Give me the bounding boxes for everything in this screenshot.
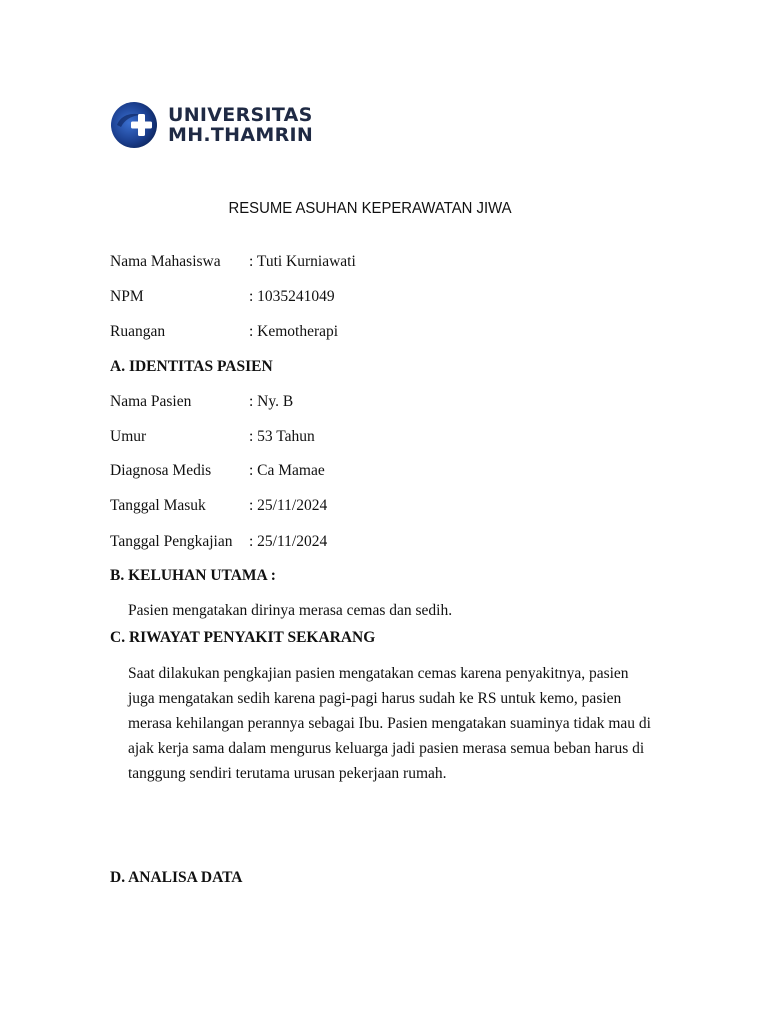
paragraph-line: tanggung sendiri terutama urusan pekerjaan rumah. (128, 765, 447, 782)
field-label: Ruangan (110, 323, 166, 340)
field-label: Umur (110, 428, 147, 445)
field-value: : 53 Tahun (249, 428, 315, 445)
university-emblem-icon (109, 101, 161, 149)
field-label: Nama Mahasiswa (110, 253, 221, 270)
logo-line-2: MH.THAMRIN (168, 124, 314, 146)
paragraph-line: juga mengatakan sedih karena pagi-pagi harus sudah ke RS untuk kemo, pasien (128, 690, 622, 707)
section-b-heading: B. KELUHAN UTAMA : (110, 567, 276, 584)
paragraph-line: ajak kerja sama dalam mengurus keluarga jadi pasien merasa semua beban harus di (128, 740, 645, 757)
university-name (168, 105, 313, 145)
section-c-paragraph (128, 661, 668, 786)
paragraph-line: merasa kehilangan perannya sebagai Ibu. Pasien mengatakan suaminya tidak mau di (128, 715, 651, 732)
document-title: RESUME ASUHAN KEPERAWATAN JIWA (228, 200, 512, 217)
section-b-text: Pasien mengatakan dirinya merasa cemas dan sedih. (128, 602, 453, 619)
field-label: Nama Pasien (110, 393, 192, 410)
paragraph-line: Saat dilakukan pengkajian pasien mengatakan cemas karena penyakitnya, pasien (128, 665, 629, 682)
section-a-heading: A. IDENTITAS PASIEN (110, 358, 273, 375)
field-label: Diagnosa Medis (110, 462, 212, 479)
field-value: : Kemotherapi (249, 323, 339, 340)
university-logo (109, 101, 319, 151)
field-label: NPM (110, 288, 144, 305)
field-value: : 25/11/2024 (249, 533, 328, 550)
field-value: : 1035241049 (249, 288, 335, 305)
field-value: : Tuti Kurniawati (249, 253, 356, 270)
field-value: : Ny. B (249, 393, 294, 410)
field-value: : 25/11/2024 (249, 497, 328, 514)
logo-line-1: UNIVERSITAS (168, 104, 313, 126)
field-value: : Ca Mamae (249, 462, 325, 479)
field-label: Tanggal Pengkajian (110, 533, 233, 550)
section-d-heading: D. ANALISA DATA (110, 869, 243, 886)
field-label: Tanggal Masuk (110, 497, 206, 514)
section-c-heading: C. RIWAYAT PENYAKIT SEKARANG (110, 629, 376, 646)
